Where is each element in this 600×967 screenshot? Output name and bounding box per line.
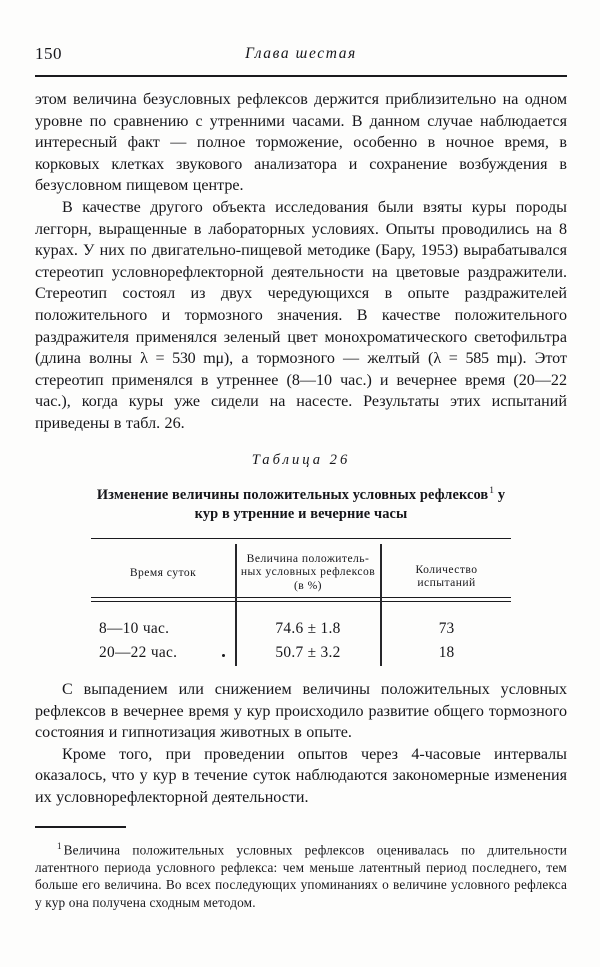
footnote [35,838,567,911]
paragraph-2 [35,197,567,435]
table-caption [86,482,516,524]
cell-time: 8—10 час. [99,619,170,637]
table-header-rule-upper [91,597,511,599]
table-caption-tail: у кур в утренние и вечерние часы [194,486,506,522]
footnote-text: Величина положительных условных рефлексов оценивалась по длительности латентного периода условного рефлекса: чем меньше латентный период последнего, тем больше его величина. Во всех последующих упоминаниях о величине условного рефлекса у кур она получена сходным методом. [35,842,567,910]
cell-value: 74.6 ± 1.8 [275,619,341,637]
column-header-value-line-1: Величина положитель- [246,551,370,565]
column-header-value [237,552,379,593]
page-number: 150 [35,44,62,63]
chapter-title: Глава шестая [245,45,357,62]
cell-count: 73 [438,619,455,637]
table-number-label: Таблица 26 [251,452,351,468]
cell-value: 50.7 ± 3.2 [275,643,341,661]
column-header-count-line-2: испытаний [417,576,476,590]
column-header-count [382,563,511,590]
paragraph-2-part-1: В качестве другого объекта исследования были взяты куры породы леггорн, выращенные в лабораторных условиях. Опыты проводились на 8 курах. У них по двигательно-пищевой методике (Бару, 1953) вырабатывался стереотип условнорефлекторной деятельности на цветовые раздражители. Стереотип состоял из двух чередующихся в опыте раздражителей положительного и тормозного значения. В качестве положительного раздражителя применялся зеленый цвет монохроматического светофильтра (длина волны [35,198,567,368]
wavelength-green: λ = 530 mμ [140,350,224,368]
cell-time: 20—22 час. [99,643,178,661]
paragraph-2-part-2: ), а тормозного — желтый ( [223,350,434,368]
column-header-count-line-1: Количество [415,562,478,576]
table-top-rule [91,538,511,540]
table-header-rule-lower [91,601,511,602]
paragraph-3: С выпадением или снижением величины положительных условных рефлексов в вечернее время у кур происходило развитие общего тормозного состояния и гипнотизация животных в опыте. [35,681,567,742]
paragraph-2-part-3: ). Этот стереотип применялся в утреннее (8—10 час.) и вечернее время (20—22 час.), когда куры уже сидели на насесте. Результаты этих испытаний приведены в табл. 26. [35,350,568,432]
data-table [91,538,511,673]
scan-artifact-dot [222,654,225,657]
cell-count: 18 [438,643,455,661]
paragraph-4: Кроме того, при проведении опытов через 4-часовые интервалы оказалось, что у кур в течение суток наблюдаются закономерные изменения их условнорефлекторной деятельности. [35,745,567,806]
running-head [35,44,567,68]
column-header-time: Время суток [129,565,197,579]
table-caption-main: Изменение величины положительных условных рефлексов [96,486,489,503]
wavelength-yellow: λ = 585 mμ [433,350,518,368]
column-header-value-line-3: (в %) [293,578,322,592]
footnote-separator-rule [35,826,126,828]
footnote-marker: 1 [57,841,62,851]
column-header-value-line-2: ных условных рефлексов [240,565,376,579]
body-text-after-table [35,679,567,809]
paragraph-1: этом величина безусловных рефлексов держится приблизительно на одном уровне по сравнению с утренними часами. В данном случае наблюдается интересный факт — полное торможение, особенно в ночное время, в корковых клетках звукового анализатора и сохранение возбуждения в безусловном пищевом центре. [35,91,567,195]
header-rule [35,75,567,77]
body-text-before-table [35,89,567,435]
table-caption-footnote-marker: 1 [489,486,495,496]
table-block [35,452,567,673]
